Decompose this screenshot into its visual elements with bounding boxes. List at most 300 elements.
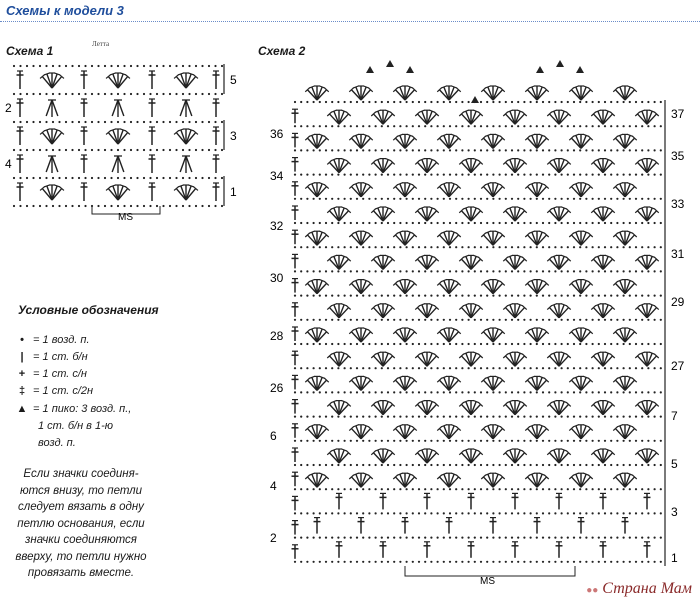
chain-dot: [331, 416, 333, 418]
chain-dot: [430, 464, 432, 466]
chain-dot: [412, 295, 414, 297]
chain-dot: [78, 65, 80, 67]
double-crochet-symbol: [644, 542, 651, 558]
chain-dot: [573, 343, 575, 345]
chain-dot: [610, 174, 612, 176]
chain-dot: [306, 537, 308, 539]
chain-dot: [641, 174, 643, 176]
chain-dot: [294, 270, 296, 272]
double-crochet-symbol: [556, 493, 563, 509]
chain-dot: [461, 101, 463, 103]
cluster-symbol: [46, 156, 58, 173]
header-divider: [0, 21, 700, 23]
shell-symbol: [503, 158, 526, 172]
chain-dot: [629, 270, 631, 272]
chain-dot: [399, 488, 401, 490]
chain-dot: [654, 101, 656, 103]
chain-dot: [52, 149, 54, 151]
chain-dot: [486, 198, 488, 200]
chain-dot: [492, 416, 494, 418]
chain-dot: [375, 391, 377, 393]
chain-dot: [660, 343, 662, 345]
chain-dot: [406, 125, 408, 127]
chain-dot: [486, 174, 488, 176]
chain-dot: [567, 488, 569, 490]
chain-dot: [356, 270, 358, 272]
chain-dot: [449, 198, 451, 200]
chain-dot: [337, 295, 339, 297]
chain-dot: [592, 416, 594, 418]
note-line: следует вязать в одну: [18, 501, 144, 513]
shell-symbol: [327, 304, 350, 318]
chain-dot: [554, 295, 556, 297]
shell-symbol: [547, 352, 570, 366]
chain-dot: [294, 391, 296, 393]
chain-dot: [616, 295, 618, 297]
row-number: 26: [270, 381, 284, 395]
chain-dot: [375, 464, 377, 466]
chain-dot: [499, 464, 501, 466]
double-crochet-symbol: [600, 493, 607, 509]
chain-dot: [344, 101, 346, 103]
chain-dot: [313, 295, 315, 297]
chain-dot: [39, 93, 41, 95]
shell-symbol: [305, 279, 328, 293]
shell-symbol: [371, 158, 394, 172]
chain-dot: [585, 488, 587, 490]
chain-dot: [511, 295, 513, 297]
chain-dot: [474, 367, 476, 369]
chain-dot: [91, 177, 93, 179]
chain-dot: [356, 488, 358, 490]
shell-symbol: [349, 183, 372, 197]
chain-dot: [616, 512, 618, 514]
chain-dot: [325, 174, 327, 176]
chain-dot: [387, 174, 389, 176]
chain-dot: [573, 125, 575, 127]
chain-dot: [598, 391, 600, 393]
shell-symbol: [569, 425, 592, 439]
chain-dot: [654, 270, 656, 272]
shell-symbol: [415, 304, 438, 318]
shell-symbol: [393, 183, 416, 197]
chain-dot: [443, 149, 445, 151]
chain-dot: [387, 270, 389, 272]
chain-dot: [573, 561, 575, 563]
chain-dot: [585, 391, 587, 393]
chain-dot: [306, 488, 308, 490]
chain-dot: [455, 125, 457, 127]
chain-dot: [424, 174, 426, 176]
double-crochet-symbol: [292, 400, 299, 414]
chain-dot: [188, 65, 190, 67]
chain-dot: [393, 561, 395, 563]
chain-dot: [214, 205, 216, 207]
shell-symbol: [635, 255, 658, 269]
chain-dot: [368, 464, 370, 466]
chain-dot: [418, 488, 420, 490]
double-crochet-symbol: [292, 303, 299, 317]
chain-dot: [660, 270, 662, 272]
chain-dot: [399, 319, 401, 321]
chain-dot: [149, 177, 151, 179]
chain-dot: [511, 561, 513, 563]
chain-dot: [418, 367, 420, 369]
chain-dot: [350, 343, 352, 345]
shell-symbol: [106, 185, 130, 200]
chain-dot: [319, 270, 321, 272]
chain-dot: [523, 488, 525, 490]
chain-dot: [424, 537, 426, 539]
shell-symbol: [569, 134, 592, 148]
legend-picot-cont-1: 1 ст. б/н в 1-ю: [38, 420, 114, 432]
chain-dot: [350, 561, 352, 563]
chain-dot: [375, 101, 377, 103]
shell-symbol: [459, 110, 482, 124]
chain-dot: [455, 464, 457, 466]
chain-dot: [143, 149, 145, 151]
chain-dot: [418, 246, 420, 248]
chain-dot: [654, 440, 656, 442]
chain-dot: [110, 93, 112, 95]
chain-dot: [381, 416, 383, 418]
chain-dot: [654, 125, 656, 127]
chain-dot: [623, 561, 625, 563]
chain-dot: [579, 391, 581, 393]
chain-dot: [313, 561, 315, 563]
chain-dot: [393, 440, 395, 442]
chain-dot: [449, 343, 451, 345]
chain-dot: [143, 121, 145, 123]
double-crochet-symbol: [556, 542, 563, 558]
double-crochet-symbol: [292, 206, 299, 220]
chain-dot: [499, 319, 501, 321]
chain-dot: [480, 198, 482, 200]
chain-dot: [461, 561, 463, 563]
chain-dot: [505, 464, 507, 466]
chain-dot: [523, 512, 525, 514]
chain-dot: [430, 561, 432, 563]
chain-dot: [387, 416, 389, 418]
chain-dot: [616, 319, 618, 321]
chain-dot: [536, 367, 538, 369]
double-crochet-symbol: [314, 518, 321, 534]
chain-dot: [123, 177, 125, 179]
chain-dot: [71, 121, 73, 123]
chain-dot: [430, 391, 432, 393]
chain-dot: [561, 149, 563, 151]
chain-dot: [406, 295, 408, 297]
chain-dot: [58, 149, 60, 151]
row-number: 33: [671, 197, 685, 211]
chain-dot: [523, 198, 525, 200]
chain-dot: [381, 295, 383, 297]
chain-dot: [306, 222, 308, 224]
shell-symbol: [371, 400, 394, 414]
chain-dot: [492, 270, 494, 272]
chain-dot: [221, 177, 223, 179]
chain-dot: [393, 367, 395, 369]
chain-dot: [660, 295, 662, 297]
chain-dot: [368, 174, 370, 176]
chain-dot: [548, 367, 550, 369]
chain-dot: [331, 367, 333, 369]
chain-dot: [449, 537, 451, 539]
chain-dot: [647, 125, 649, 127]
shell-symbol: [525, 328, 548, 342]
chain-dot: [554, 343, 556, 345]
chain-dot: [660, 101, 662, 103]
chain-dot: [530, 561, 532, 563]
chain-dot: [523, 343, 525, 345]
chain-dot: [356, 222, 358, 224]
note-line: вверху, то петли нужно: [15, 550, 147, 563]
chain-dot: [486, 270, 488, 272]
chain-dot: [221, 149, 223, 151]
chain-dot: [604, 391, 606, 393]
chain-dot: [430, 101, 432, 103]
double-crochet-symbol: [213, 183, 220, 201]
chain-dot: [325, 125, 327, 127]
chain-dot: [542, 222, 544, 224]
chain-dot: [156, 93, 158, 95]
chain-dot: [567, 464, 569, 466]
chain-dot: [294, 295, 296, 297]
chain-dot: [418, 270, 420, 272]
chain-dot: [561, 367, 563, 369]
chain-dot: [585, 125, 587, 127]
chain-dot: [492, 198, 494, 200]
chain-dot: [26, 149, 28, 151]
chain-dot: [474, 174, 476, 176]
double-crochet-symbol: [213, 99, 220, 117]
chain-dot: [430, 222, 432, 224]
double-crochet-symbol: [292, 254, 299, 268]
chain-dot: [530, 295, 532, 297]
chain-dot: [412, 464, 414, 466]
chain-dot: [573, 416, 575, 418]
chain-dot: [474, 246, 476, 248]
chain-dot: [406, 537, 408, 539]
chain-dot: [449, 488, 451, 490]
chain-dot: [406, 488, 408, 490]
shell-symbol: [481, 473, 504, 487]
chain-dot: [455, 319, 457, 321]
chain-dot: [156, 205, 158, 207]
chain-dot: [32, 205, 34, 207]
chain-dot: [406, 149, 408, 151]
chain-dot: [492, 512, 494, 514]
chain-dot: [561, 222, 563, 224]
chain-dot: [130, 177, 132, 179]
chain-dot: [325, 343, 327, 345]
chain-dot: [654, 343, 656, 345]
chain-dot: [362, 149, 364, 151]
chain-dot: [474, 440, 476, 442]
chain-dot: [399, 198, 401, 200]
chain-dot: [542, 464, 544, 466]
chain-dot: [337, 125, 339, 127]
row-number: 34: [270, 169, 284, 183]
chain-dot: [604, 198, 606, 200]
chain-dot: [530, 440, 532, 442]
chain-dot: [71, 177, 73, 179]
chain-dot: [573, 488, 575, 490]
chain-dot: [585, 295, 587, 297]
chain-dot: [143, 93, 145, 95]
chain-dot: [306, 416, 308, 418]
chain-dot: [350, 319, 352, 321]
chain-dot: [350, 367, 352, 369]
chain-dot: [175, 177, 177, 179]
shell-symbol: [547, 207, 570, 221]
chain-dot: [418, 391, 420, 393]
chain-dot: [468, 512, 470, 514]
chain-dot: [331, 488, 333, 490]
chain-dot: [58, 177, 60, 179]
picot-symbol: [471, 96, 479, 103]
chain-dot: [443, 319, 445, 321]
chain-dot: [356, 101, 358, 103]
chain-dot: [499, 270, 501, 272]
chain-dot: [449, 149, 451, 151]
chain-dot: [505, 343, 507, 345]
shell-symbol: [305, 183, 328, 197]
chain-dot: [604, 295, 606, 297]
chain-dot: [635, 561, 637, 563]
chain-dot: [486, 343, 488, 345]
chain-dot: [300, 367, 302, 369]
chain-dot: [430, 125, 432, 127]
chain-dot: [110, 121, 112, 123]
chain-dot: [356, 125, 358, 127]
chain-dot: [623, 149, 625, 151]
chain-dot: [306, 125, 308, 127]
chain-dot: [313, 149, 315, 151]
chain-dot: [486, 367, 488, 369]
chain-dot: [430, 488, 432, 490]
chain-dot: [337, 512, 339, 514]
chain-dot: [331, 101, 333, 103]
shell-symbol: [349, 376, 372, 390]
chain-dot: [573, 270, 575, 272]
chain-dot: [313, 537, 315, 539]
chain-dot: [660, 367, 662, 369]
shell-symbol: [569, 183, 592, 197]
chain-dot: [319, 149, 321, 151]
chain-dot: [511, 343, 513, 345]
chain-dot: [455, 537, 457, 539]
chain-dot: [499, 174, 501, 176]
chain-dot: [368, 101, 370, 103]
chain-dot: [567, 561, 569, 563]
chain-dot: [530, 343, 532, 345]
chain-dot: [65, 93, 67, 95]
chain-dot: [573, 391, 575, 393]
chain-dot: [313, 416, 315, 418]
chain-dot: [117, 65, 119, 67]
chain-dot: [97, 121, 99, 123]
chain-dot: [480, 246, 482, 248]
double-crochet-symbol: [292, 472, 299, 486]
chain-dot: [300, 561, 302, 563]
chain-dot: [331, 149, 333, 151]
chain-dot: [517, 537, 519, 539]
shell-symbol: [371, 207, 394, 221]
chain-dot: [306, 561, 308, 563]
shell-symbol: [635, 352, 658, 366]
chain-dot: [449, 101, 451, 103]
chain-dot: [337, 270, 339, 272]
chain-dot: [375, 270, 377, 272]
chain-dot: [19, 149, 21, 151]
chain-dot: [406, 440, 408, 442]
chain-dot: [492, 367, 494, 369]
chain-dot: [474, 149, 476, 151]
chain-dot: [635, 343, 637, 345]
chain-dot: [84, 93, 86, 95]
shell-symbol: [613, 328, 636, 342]
chain-dot: [449, 174, 451, 176]
chain-dot: [486, 125, 488, 127]
chain-dot: [331, 270, 333, 272]
chain-dot: [505, 391, 507, 393]
chain-dot: [598, 464, 600, 466]
chain-dot: [313, 174, 315, 176]
chain-dot: [610, 125, 612, 127]
chain-dot: [381, 512, 383, 514]
chain-dot: [156, 149, 158, 151]
chain-dot: [554, 149, 556, 151]
chain-dot: [319, 343, 321, 345]
chain-dot: [300, 174, 302, 176]
chain-dot: [647, 561, 649, 563]
chain-dot: [536, 270, 538, 272]
chain-dot: [461, 391, 463, 393]
chain-dot: [84, 65, 86, 67]
chain-dot: [554, 440, 556, 442]
chain-dot: [461, 537, 463, 539]
chain-dot: [313, 198, 315, 200]
chain-dot: [542, 270, 544, 272]
shell-symbol: [547, 400, 570, 414]
legend-item: [14, 351, 88, 363]
chain-dot: [548, 440, 550, 442]
chain-dot: [399, 416, 401, 418]
chain-dot: [162, 93, 164, 95]
chain-dot: [294, 343, 296, 345]
chain-dot: [313, 488, 315, 490]
chain-dot: [331, 222, 333, 224]
chain-dot: [368, 367, 370, 369]
double-crochet-symbol: [424, 542, 431, 558]
chain-dot: [443, 101, 445, 103]
chain-dot: [437, 464, 439, 466]
chain-dot: [294, 198, 296, 200]
chain-dot: [162, 65, 164, 67]
chain-dot: [331, 537, 333, 539]
chain-dot: [592, 367, 594, 369]
chain-dot: [635, 537, 637, 539]
double-crochet-symbol: [490, 518, 497, 534]
chain-dot: [523, 464, 525, 466]
shell-symbol: [106, 73, 130, 88]
chain-dot: [110, 65, 112, 67]
chain-dot: [647, 319, 649, 321]
chain-dot: [104, 93, 106, 95]
chain-dot: [294, 125, 296, 127]
shell-symbol: [415, 449, 438, 463]
